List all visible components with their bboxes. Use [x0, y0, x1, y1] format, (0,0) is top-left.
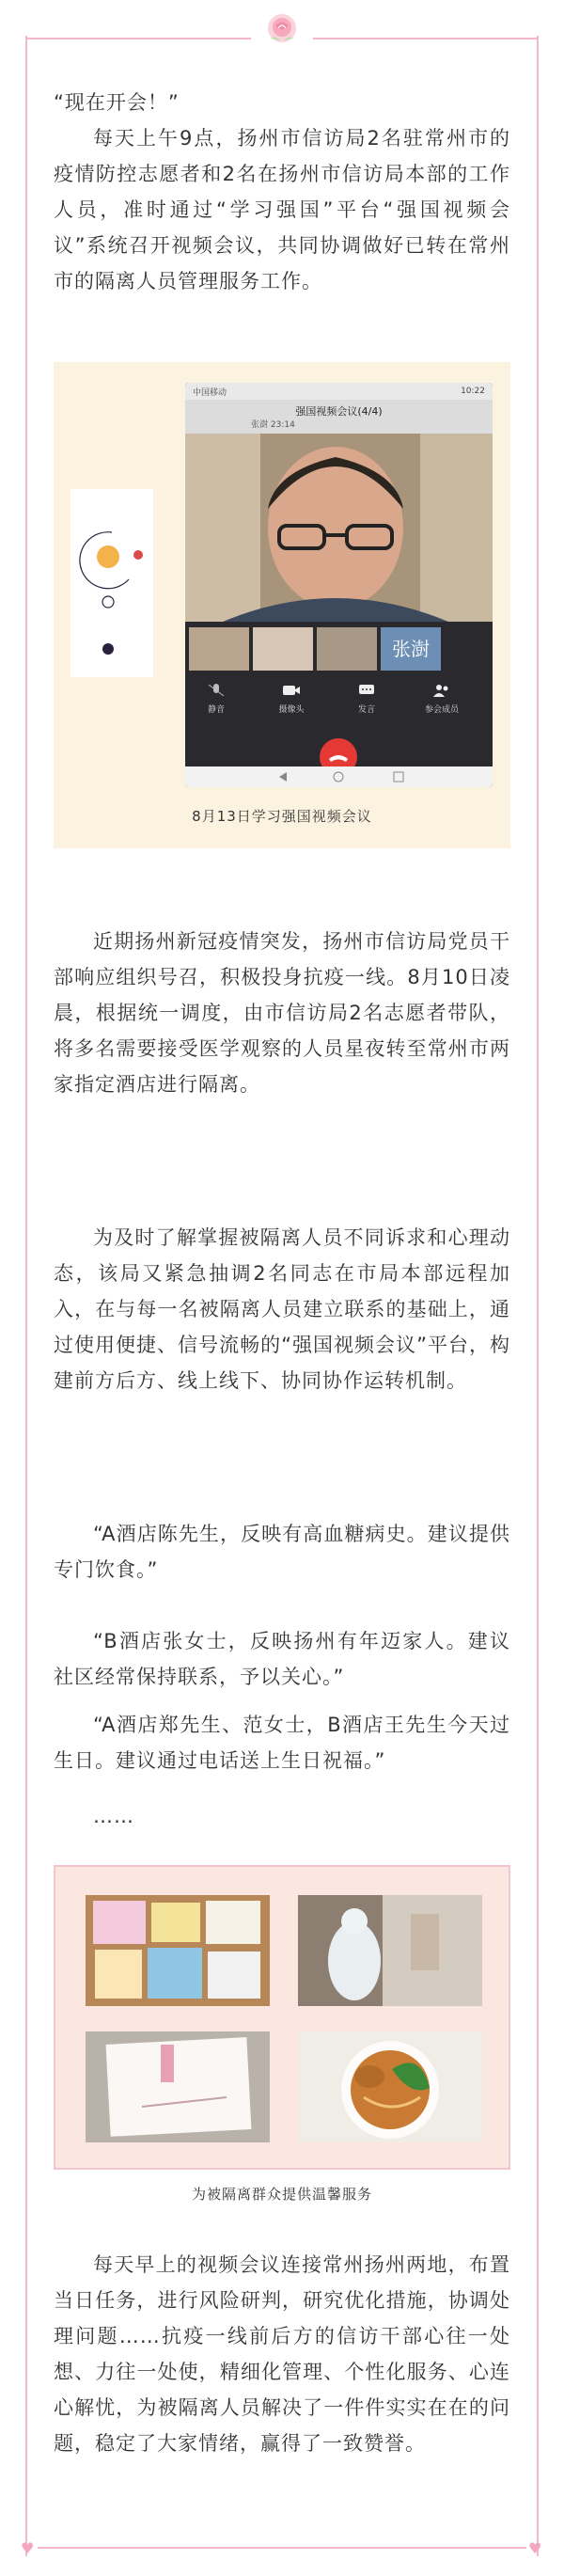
paragraph: 每天早上的视频会议连接常州扬州两地，布置当日任务，进行风险研判，研究优化措施，协调处理问题……抗疫一线前后方的信访干部心往一处想、力往一处使，精细化管理、个性化服务、心连心解忧，为被隔离人员解决了一件件实实在在的问题，稳定了大家情绪，赢得了一致赞誉。 [54, 2253, 510, 2455]
paragraph-ellipsis: …… [93, 1805, 134, 1827]
status-carrier: 中国移动 [193, 387, 227, 398]
paragraph: 为及时了解掌握被隔离人员不同诉求和心理动态，该局又紧急抽调2名同志在市局本部远程加入，在与每一名被隔离人员建立联系的基础上，通过使用便捷、信号流畅的“强国视频会议”平台，构建前方后方、线上线下、协同协作运转机制。 [54, 1226, 510, 1392]
heart-icon: ♥ [21, 2539, 35, 2557]
camera-button[interactable]: 摄像头 [268, 684, 315, 715]
call-title: 强国视频会议(4/4) [295, 405, 383, 418]
photo-caption: 为被隔离群众提供温馨服务 [191, 2186, 372, 2203]
call-controls [185, 684, 493, 727]
android-navbar [185, 766, 493, 787]
status-time: 10:22 [461, 387, 485, 396]
video-meeting-photo [54, 362, 510, 848]
bottom-divider [38, 2547, 526, 2549]
call-subtitle: 张澍 23:14 [251, 420, 295, 430]
paragraph: “A酒店陈先生，反映有高血糖病史。建议提供专门饮食。” [54, 1523, 510, 1581]
paragraph: “现在开会！” [54, 91, 180, 114]
participant-name-thumb: 张澍 [381, 627, 441, 671]
paragraph: 近期扬州新冠疫情突发，扬州市信访局党员干部响应组织号召，积极投身抗疫一线。8月10日凌晨，根据统一调度，由市信访局2名志愿者带队，将多名需要接受医学观察的人员星夜转至常州市两家指定酒店进行隔离。 [54, 930, 510, 1096]
photo-caption: 8月13日学习强国视频会议 [192, 808, 372, 825]
hallway-photo [298, 1895, 482, 2006]
participants-button[interactable]: 参会成员 [418, 684, 465, 715]
speak-button[interactable]: 发言 [343, 684, 390, 715]
main-video [185, 434, 493, 622]
phone-screen [185, 383, 493, 787]
decorative-circles [70, 489, 153, 677]
paragraph: 每天上午9点，扬州市信访局2名驻常州市的疫情防控志愿者和2名在扬州市信访局本部的工作人员，准时通过“学习强国”平台“强国视频会议”系统召开视频会议，共同协调做好已转在常州市的隔离人员管理服务工作。 [54, 127, 510, 292]
service-photo-collage [54, 1865, 510, 2203]
greeting-card-photo [86, 2031, 270, 2142]
noodle-bowl-photo [298, 2031, 482, 2142]
paragraph: “B酒店张女士，反映扬州有年迈家人。建议社区经常保持联系，予以关心。” [54, 1630, 510, 1688]
books-photo [86, 1895, 270, 2006]
heart-icon: ♥ [528, 2539, 542, 2557]
participant-thumbnails [185, 622, 493, 676]
mute-button[interactable]: 静音 [193, 684, 240, 715]
paragraph: “A酒店郑先生、范女士，B酒店王先生今天过生日。建议通过电话送上生日祝福。” [54, 1714, 510, 1772]
